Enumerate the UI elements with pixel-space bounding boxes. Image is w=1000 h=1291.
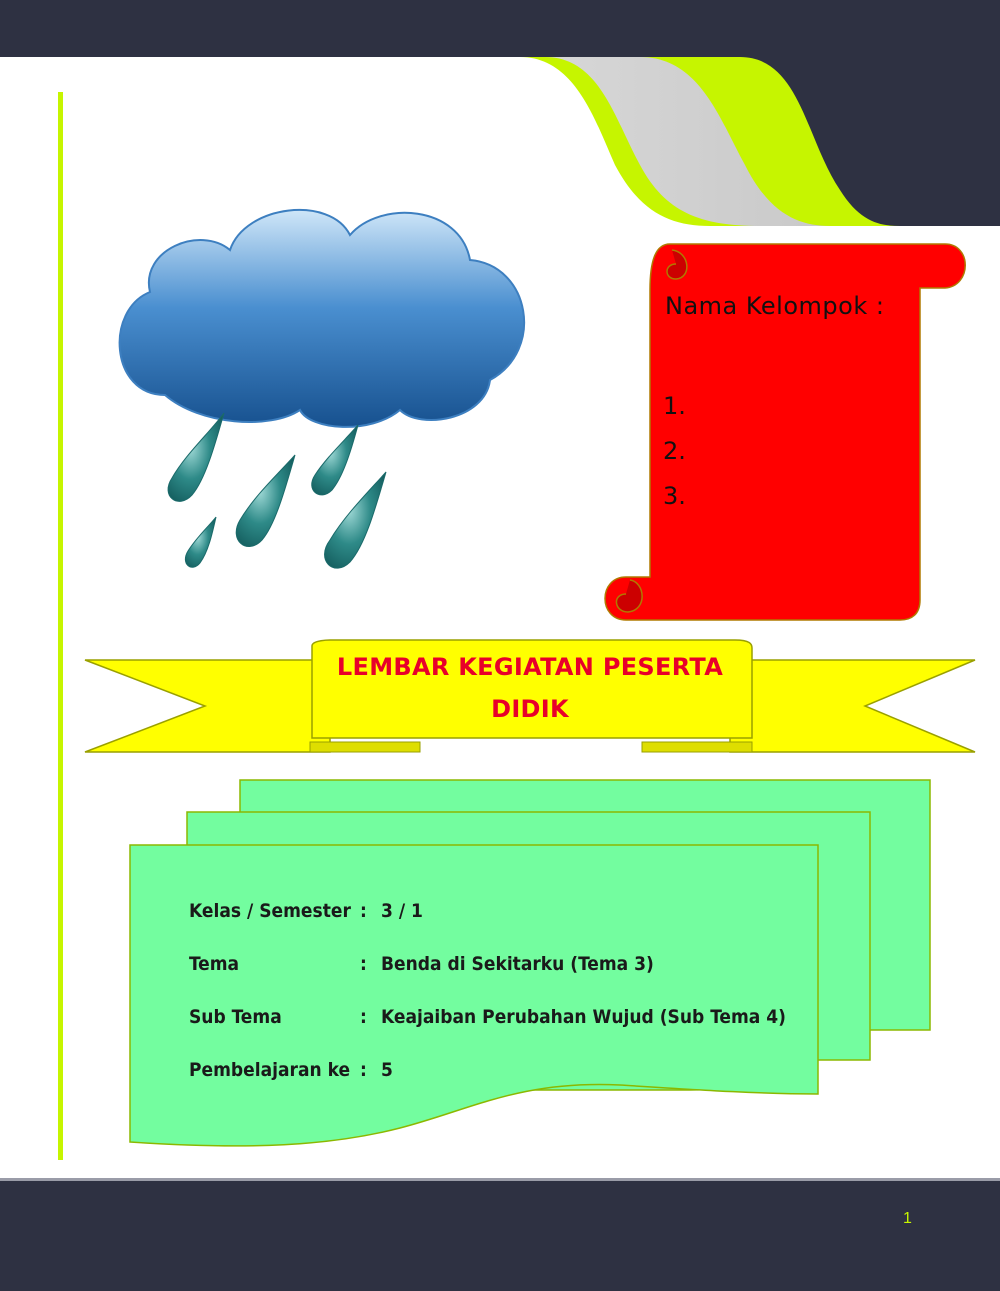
info-colon: : (360, 953, 367, 975)
info-row-lesson (189, 1059, 393, 1081)
info-colon: : (360, 1006, 367, 1028)
group-name-title: Nama Kelompok : (665, 292, 885, 320)
footer-band (0, 1178, 1000, 1291)
group-member-3: 3. (663, 482, 686, 510)
info-label: Kelas / Semester (189, 900, 351, 922)
left-rule (58, 92, 63, 1160)
info-value: 3 / 1 (381, 900, 423, 922)
info-row-subtheme (189, 1006, 786, 1028)
info-colon: : (360, 1059, 367, 1081)
info-colon: : (360, 900, 367, 922)
rain-cloud-icon (120, 210, 524, 568)
group-member-2: 2. (663, 437, 686, 465)
info-value: Keajaiban Perubahan Wujud (Sub Tema 4) (381, 1006, 786, 1028)
group-member-1: 1. (663, 392, 686, 420)
info-label: Pembelajaran ke (189, 1059, 351, 1081)
page-number: 1 (903, 1210, 912, 1227)
info-value: 5 (381, 1059, 393, 1081)
worksheet-title: LEMBAR KEGIATAN PESERTA DIDIK (336, 653, 724, 723)
info-label: Tema (189, 953, 240, 975)
header-band (0, 0, 1000, 230)
info-row-class (189, 900, 423, 922)
info-label: Sub Tema (189, 1006, 282, 1028)
info-value: Benda di Sekitarku (Tema 3) (381, 953, 654, 975)
info-row-theme (189, 953, 654, 975)
